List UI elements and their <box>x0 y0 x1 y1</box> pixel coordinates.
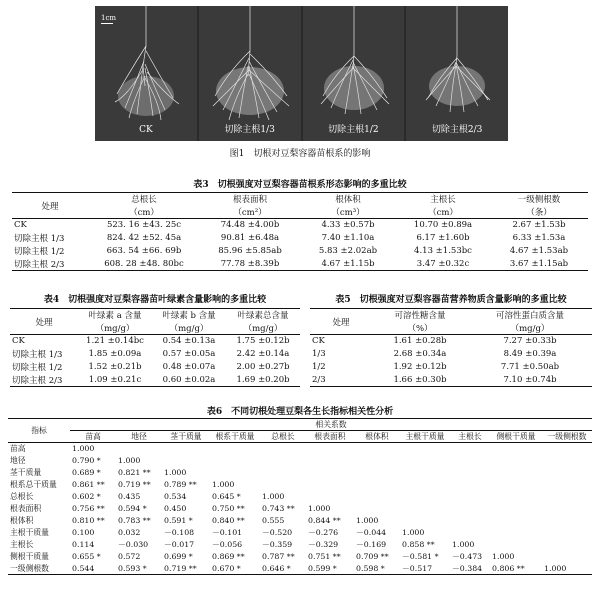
table4-caption: 表4 切根强度对豆梨容器苗叶绿素含量影响的多重比较 <box>43 295 267 305</box>
table4-unit: （mg/g） <box>169 323 209 334</box>
table3-unit: （cm³） <box>331 207 365 218</box>
table-cell: 0.844 ** <box>308 516 341 525</box>
table-cell <box>490 479 542 491</box>
table3-header: 主根长 <box>430 195 456 206</box>
table-row <box>10 361 300 374</box>
table-cell: －0.108 <box>164 528 195 537</box>
table-cell: －0.169 <box>356 540 387 549</box>
table6-group-header: 相关系数 <box>70 419 592 431</box>
table-row <box>8 503 592 515</box>
table-cell: 0.646 * <box>262 563 291 573</box>
table-cell <box>260 467 306 479</box>
panel-label: 切除主根1/3 <box>224 125 275 135</box>
table-cell <box>354 503 400 515</box>
table-cell: 0.790 * <box>72 456 101 465</box>
table-cell <box>162 443 210 455</box>
table-cell <box>354 479 400 491</box>
table-cell <box>450 503 490 515</box>
table-cell <box>354 443 400 455</box>
table-cell: 0.670 * <box>212 563 241 573</box>
table-cell: 切除主根 2/3 <box>12 375 63 386</box>
table-cell <box>354 455 400 467</box>
row-label: 主根长 <box>10 540 34 549</box>
table-cell: 0.756 ** <box>72 504 105 513</box>
table-cell: 0.810 ** <box>72 516 105 525</box>
table-row <box>8 443 592 455</box>
scale-label: 1cm <box>101 14 117 22</box>
table5 <box>310 308 592 387</box>
table-cell <box>450 467 490 479</box>
table-cell <box>542 443 592 455</box>
table-cell: 0.54 ±0.13a <box>162 336 216 347</box>
table-cell <box>400 491 450 503</box>
table-cell: 1.69 ±0.20b <box>236 374 290 385</box>
table-cell: 1.000 <box>212 480 235 489</box>
table5-unit: （%） <box>407 323 433 334</box>
table-cell: 0.751 ** <box>308 552 341 561</box>
table-cell: －0.329 <box>308 540 339 549</box>
table-cell <box>450 515 490 527</box>
table-cell <box>490 443 542 455</box>
table-cell: 2/3 <box>312 374 326 385</box>
table-cell: 6.33 ±1.53a <box>512 233 566 243</box>
table-cell <box>354 491 400 503</box>
table-row <box>8 467 592 479</box>
table-cell: 1.92 ±0.12b <box>393 362 447 372</box>
table-cell <box>490 455 542 467</box>
table-cell: 1.000 <box>308 504 331 513</box>
table-cell: 1.000 <box>164 468 187 477</box>
table-cell: 1.000 <box>262 492 285 501</box>
table5-unit: （mg/g） <box>510 323 550 334</box>
table-cell: 1.85 ±0.09a <box>88 349 142 359</box>
table-cell: 0.544 <box>72 563 95 573</box>
table-cell <box>450 491 490 503</box>
table-cell: 0.645 * <box>212 492 241 501</box>
table-cell <box>210 443 260 455</box>
table-cell: 0.593 * <box>118 563 147 573</box>
table-cell: 7.71 ±0.50ab <box>500 362 560 372</box>
row-label: 主根干质量 <box>10 528 49 537</box>
table-cell: 0.861 ** <box>72 480 105 489</box>
table-cell: 0.450 <box>164 504 187 513</box>
table6-column-header: 地径 <box>131 432 147 441</box>
table-cell: 1/2 <box>312 362 326 372</box>
table-cell: 8.49 ±0.39a <box>503 349 557 359</box>
figure-panel <box>406 6 508 141</box>
table-cell: 0.787 ** <box>262 552 295 561</box>
table-cell: 1.000 <box>492 552 515 561</box>
table-cell <box>542 455 592 467</box>
table-cell: －0.517 <box>402 563 433 573</box>
table-cell: 0.114 <box>72 540 95 549</box>
table-cell: 0.032 <box>118 528 141 537</box>
table-cell: 0.789 ** <box>164 480 197 489</box>
table-row <box>8 551 592 563</box>
table3-header: 总根长 <box>131 195 157 206</box>
table-cell <box>400 503 450 515</box>
table-cell: 74.48 ±4.00b <box>220 220 280 231</box>
table-cell: 824. 42 ±52. 45a <box>106 233 182 243</box>
table-cell: 1.000 <box>402 528 425 537</box>
table-cell: 切除主根 1/2 <box>14 247 65 257</box>
table-row <box>310 348 592 361</box>
table3-header: 根表面积 <box>232 195 267 206</box>
table-cell: 1/3 <box>312 349 326 359</box>
table-cell: 4.67 ±1.53ab <box>509 246 569 256</box>
table-cell: 2.68 ±0.34a <box>393 349 447 359</box>
table6-column-header: 根系干质量 <box>215 432 255 441</box>
table-cell: 1.75 ±0.12b <box>236 336 290 347</box>
table-cell: 90.81 ±6.48a <box>220 233 280 243</box>
table-cell: 0.534 <box>164 492 187 501</box>
table-cell: 0.572 <box>118 552 141 561</box>
table-cell <box>400 455 450 467</box>
table-cell <box>306 491 354 503</box>
table4 <box>10 308 300 387</box>
table-row <box>8 455 592 467</box>
root-photo <box>199 6 301 141</box>
table-cell: 7.10 ±0.74b <box>503 374 557 385</box>
table-row <box>10 348 300 361</box>
table-cell: 1.000 <box>118 456 141 465</box>
table6-column-header: 根表面积 <box>314 432 346 441</box>
table-cell: 切除主根 1/3 <box>12 350 63 360</box>
table-cell: 4.13 ±1.53bc <box>414 246 472 256</box>
table-cell: 77.78 ±8.39b <box>220 258 280 269</box>
table-cell: 1.000 <box>356 516 379 525</box>
table-cell: －0.359 <box>262 540 293 549</box>
table-cell <box>210 467 260 479</box>
panel-label: CK <box>139 125 153 135</box>
table-cell <box>162 455 210 467</box>
table-row <box>10 374 300 387</box>
table-cell <box>400 515 450 527</box>
table6-column-header: 主根干质量 <box>405 432 445 441</box>
figure-caption: 图1 切根对豆梨容器苗根系的影响 <box>229 149 371 159</box>
row-label: 根体积 <box>10 516 34 525</box>
table-cell <box>306 455 354 467</box>
table-row <box>8 539 592 551</box>
row-label: 苗高 <box>10 444 26 454</box>
table-cell: －0.581 * <box>402 552 439 561</box>
table-cell: 0.858 ** <box>402 540 435 549</box>
table6-column-header: 茎干质量 <box>170 432 202 441</box>
table-cell <box>306 443 354 455</box>
table-cell: 10.70 ±0.89a <box>413 220 473 231</box>
table-cell: 0.869 ** <box>212 552 245 561</box>
table-row <box>12 219 588 232</box>
table-row <box>8 491 592 503</box>
figure-panel <box>95 6 197 141</box>
table-cell <box>400 443 450 455</box>
table-cell: 0.719 ** <box>118 480 151 489</box>
table-cell: 7.27 ±0.33b <box>503 336 557 347</box>
table-row <box>310 335 592 348</box>
table6 <box>8 418 592 575</box>
table-cell: 0.599 * <box>308 563 337 573</box>
table-cell: 0.100 <box>72 528 95 537</box>
table-cell: CK <box>14 220 27 231</box>
table-cell: 85.96 ±5.85ab <box>218 246 282 256</box>
table-cell: 0.719 ** <box>164 563 197 573</box>
table-cell: 1.21 ±0.14bc <box>86 336 144 347</box>
table-cell <box>210 455 260 467</box>
root-system-figure <box>95 6 508 141</box>
table-cell: 1.66 ±0.30b <box>393 374 447 385</box>
row-label: 地径 <box>10 456 26 465</box>
table-cell <box>490 491 542 503</box>
row-label: 茎干质量 <box>10 468 42 477</box>
table5-caption: 表5 切根强度对豆梨容器苗营养物质含量影响的多重比较 <box>335 295 567 305</box>
table-cell: －0.056 <box>212 540 243 549</box>
table-cell: 1.000 <box>72 444 95 454</box>
table-cell: －0.276 <box>308 528 339 537</box>
figure-panel <box>303 6 405 141</box>
table-cell <box>542 479 592 491</box>
table6-column-header: 主根长 <box>458 432 482 441</box>
table3 <box>12 192 588 271</box>
table5-header: 可溶性糖含量 <box>394 311 446 322</box>
root-photo <box>95 6 197 141</box>
table-cell: 0.594 * <box>118 504 147 513</box>
table-cell: 5.83 ±2.02ab <box>318 246 378 256</box>
table-cell: 1.61 ±0.28b <box>393 336 447 347</box>
table3-unit: （cm） <box>428 207 458 218</box>
table-cell <box>490 527 542 539</box>
table-row <box>12 232 588 245</box>
table6-column-header: 一级侧根数 <box>547 432 587 441</box>
table3-unit: （cm） <box>129 207 159 218</box>
panel-label: 切除主根1/2 <box>328 125 379 135</box>
table-cell: 0.598 * <box>356 563 385 573</box>
table-cell: 0.689 * <box>72 468 101 477</box>
table-cell: －0.044 <box>356 528 387 537</box>
table-cell: 0.48 ±0.07a <box>162 362 216 372</box>
table-cell: 7.40 ±1.10a <box>321 233 375 243</box>
root-photo <box>303 6 405 141</box>
table-cell: 1.000 <box>452 540 475 549</box>
table-row <box>12 245 588 258</box>
table-cell <box>490 503 542 515</box>
table-cell <box>490 515 542 527</box>
row-label: 侧根干质量 <box>10 552 49 561</box>
table5-header: 可溶性蛋白质含量 <box>495 311 564 322</box>
table-cell: 0.783 ** <box>118 516 151 525</box>
table6-column-header: 根体积 <box>365 432 389 441</box>
table3-header: 处理 <box>12 193 88 219</box>
table-cell: 1.09 ±0.21c <box>88 374 142 385</box>
table-cell: 切除主根 1/2 <box>12 363 63 373</box>
table-cell <box>542 551 592 563</box>
table-cell: 0.655 * <box>72 552 101 561</box>
table-cell: 0.821 ** <box>118 468 151 477</box>
table-row <box>12 258 588 271</box>
table-cell <box>490 467 542 479</box>
row-label: 根表面积 <box>10 504 42 513</box>
table-cell: 2.00 ±0.27b <box>236 362 290 372</box>
table-cell <box>542 539 592 551</box>
table6-column-header: 苗高 <box>85 432 101 441</box>
table-cell: 2.42 ±0.14a <box>236 349 290 359</box>
table6-index-header: 指标 <box>8 419 70 443</box>
row-label: 一级侧根数 <box>10 563 49 573</box>
table-row <box>8 515 592 527</box>
table-cell: －0.520 <box>262 528 293 537</box>
table-row <box>310 361 592 374</box>
table-cell: 6.17 ±1.60b <box>416 233 470 243</box>
table-cell <box>542 503 592 515</box>
table4-header: 叶绿素 a 含量 <box>88 311 142 322</box>
table3-caption: 表3 切根强度对豆梨容器苗根系形态影响的多重比较 <box>193 180 407 190</box>
table-cell <box>450 479 490 491</box>
root-photo <box>406 6 508 141</box>
table-cell: 0.602 * <box>72 492 101 501</box>
table3-unit: （条） <box>526 207 552 218</box>
table-cell: 0.699 * <box>164 552 193 561</box>
table6-caption: 表6 不同切根处理豆梨各生长指标相关性分析 <box>206 407 394 417</box>
table-cell: 3.47 ±0.32c <box>416 258 470 269</box>
table-cell: 608. 28 ±48. 80bc <box>104 258 184 269</box>
table4-header: 处理 <box>10 309 78 335</box>
table-cell <box>400 467 450 479</box>
table-row <box>8 563 592 575</box>
table-cell: 0.60 ±0.02a <box>162 374 216 385</box>
table-cell: 0.555 <box>262 516 285 525</box>
table-cell: 4.67 ±1.15b <box>321 258 375 269</box>
table-cell: 0.806 ** <box>492 563 525 573</box>
table-cell: CK <box>12 336 25 347</box>
panel-label: 切除主根2/3 <box>431 125 483 135</box>
table-cell <box>542 491 592 503</box>
table-cell <box>116 443 162 455</box>
table-cell <box>542 467 592 479</box>
table-cell <box>354 467 400 479</box>
table-cell: －0.017 <box>164 540 195 549</box>
table4-unit: （mg/g） <box>243 323 283 334</box>
table3-header: 一级侧根数 <box>517 195 561 206</box>
table-cell: －0.030 <box>118 540 149 549</box>
table-cell: 1.52 ±0.21b <box>88 362 142 372</box>
table-cell: 0.591 * <box>164 516 193 525</box>
table-cell <box>450 443 490 455</box>
table-cell: －0.384 <box>452 563 483 573</box>
table-cell: 0.743 ** <box>262 504 295 513</box>
table-cell <box>450 527 490 539</box>
table-cell: 0.750 ** <box>212 504 245 513</box>
table-cell: 3.67 ±1.15ab <box>509 258 569 269</box>
table-cell: 切除主根 1/3 <box>14 234 65 244</box>
table-row <box>8 527 592 539</box>
table-cell <box>260 479 306 491</box>
table-cell <box>450 455 490 467</box>
table3-header: 根体积 <box>335 195 361 206</box>
table-row <box>10 335 300 348</box>
table-cell <box>260 455 306 467</box>
table-cell: 663. 54 ±66. 69b <box>106 246 182 256</box>
table-row <box>8 479 592 491</box>
table-cell <box>400 479 450 491</box>
table-cell: CK <box>312 336 325 347</box>
table6-column-header: 侧根干质量 <box>496 432 536 441</box>
table4-unit: （mg/g） <box>95 323 135 334</box>
table-row <box>310 374 592 387</box>
row-label: 根系总干质量 <box>10 480 57 489</box>
table6-column-header: 总根长 <box>271 432 295 441</box>
table4-header: 叶绿素 b 含量 <box>162 311 216 322</box>
table-cell: 0.840 ** <box>212 516 245 525</box>
table-cell: 2.67 ±1.53b <box>512 220 566 231</box>
row-label: 总根长 <box>10 492 34 501</box>
table5-header: 处理 <box>310 309 372 335</box>
table-cell: 0.435 <box>118 492 141 501</box>
table-cell <box>260 443 306 455</box>
table-cell <box>490 539 542 551</box>
table-cell: 4.33 ±0.57b <box>321 220 375 231</box>
table-cell <box>542 527 592 539</box>
table-cell: 切除主根 2/3 <box>14 259 65 270</box>
figure-panel <box>199 6 301 141</box>
table-cell <box>306 479 354 491</box>
table-cell: 0.709 ** <box>356 552 389 561</box>
table4-header: 叶绿素总含量 <box>237 311 289 322</box>
table-cell: 1.000 <box>544 563 567 573</box>
table-cell: －0.101 <box>212 528 243 537</box>
table-cell: 523. 16 ±43. 25c <box>106 220 182 231</box>
table3-unit: （cm²） <box>233 207 267 218</box>
table-cell <box>542 515 592 527</box>
table-cell: －0.473 <box>452 552 483 561</box>
table-cell <box>306 467 354 479</box>
table-cell: 0.57 ±0.05a <box>162 349 216 359</box>
